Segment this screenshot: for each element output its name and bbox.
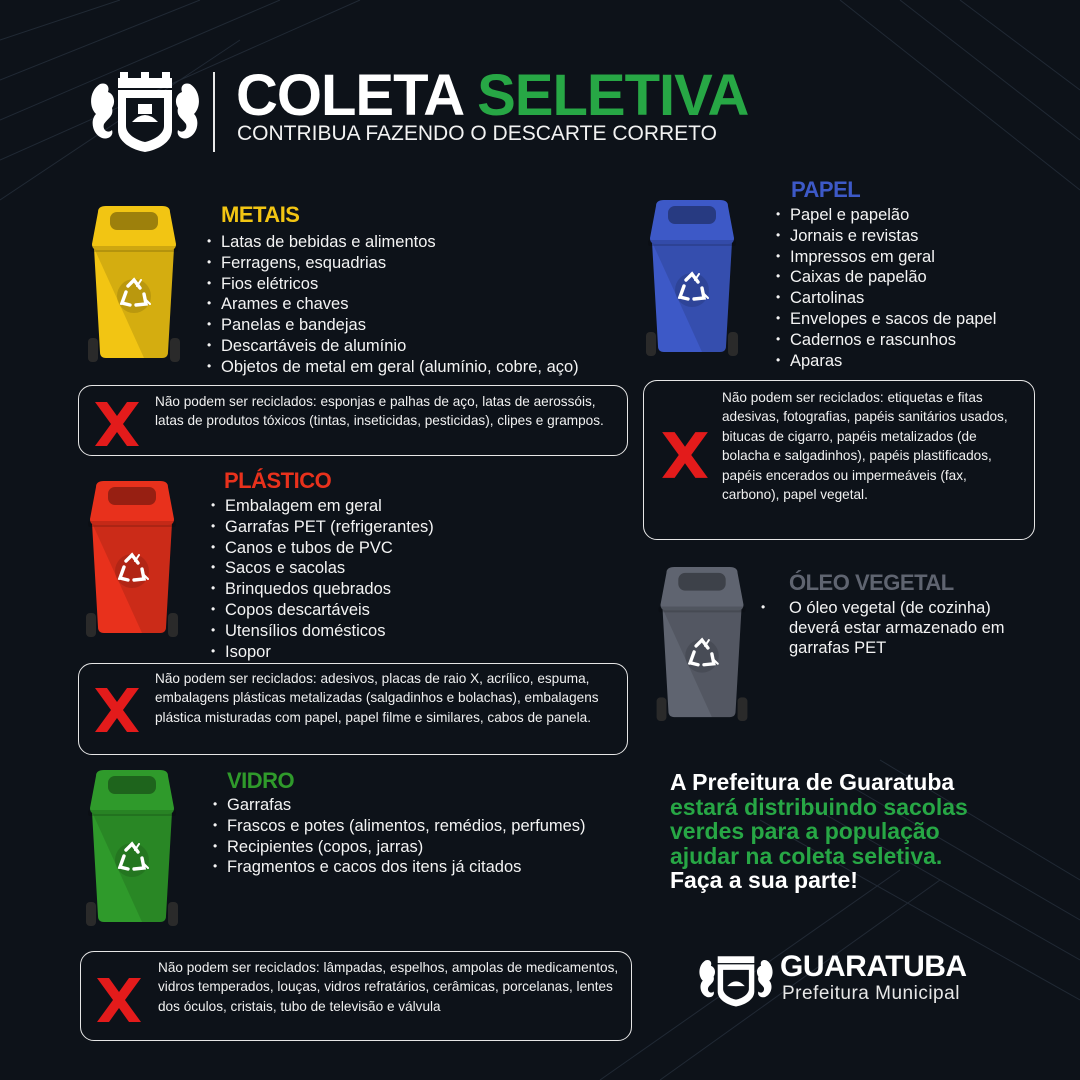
list-item: • Arames e chaves [207,294,579,315]
list-item: • Canos e tubos de PVC [211,538,434,559]
page-title [236,63,749,128]
distribution-message [670,770,1070,893]
message-line-4: ajudar na coleta seletiva. [670,842,943,869]
list-item: • Frascos e potes (alimentos, remédios, perfumes) [213,816,586,837]
oleo-list [775,598,1015,658]
vidro-list [213,795,586,878]
metais-bin-icon [84,204,184,364]
list-item: • Fragmentos e cacos dos itens já citados [213,857,586,878]
papel-bin-icon [642,198,742,358]
oleo-bin-icon [652,565,752,723]
list-item: • Envelopes e sacos de papel [776,309,996,330]
list-item: • Papel e papelão [776,205,996,226]
list-item: • Aparas [776,351,996,372]
plastico-list [211,496,434,662]
list-item: • Sacos e sacolas [211,558,434,579]
list-item: • Impressos em geral [776,247,996,268]
metais-not-recyclable-text: Não podem ser reciclados: esponjas e palhas de aço, latas de aerossóis, latas de produtos tóxicos (tintas, inseticidas, pesticidas), clipes e grampos. [155,394,604,429]
papel-list [776,205,996,371]
message-line-1: A Prefeitura de Guaratuba [670,769,955,795]
list-item: • Descartáveis de alumínio [207,336,579,357]
list-item: • Jornais e revistas [776,226,996,247]
vidro-bin-icon [82,766,182,930]
footer-subtitle: Prefeitura Municipal [782,983,960,1004]
plastico-not-recyclable-text: Não podem ser reciclados: adesivos, placas de raio X, acrílico, espuma, embalagens plásticas metalizadas (salgadinhos e bolachas), embalagens plástica misturadas com papel, papel filme e similares, cabos de panela. [155,671,599,725]
list-item: • Objetos de metal em geral (alumínio, cobre, aço) [207,357,579,378]
plastico-bin-icon [82,478,182,640]
plastico-title: PLÁSTICO [224,468,332,493]
guaratuba-crest-logo [86,72,204,154]
footer-name: GUARATUBA [780,950,967,983]
papel-title: PAPEL [791,177,861,202]
list-item: • Isopor [211,642,434,663]
page-subtitle: CONTRIBUA FAZENDO O DESCARTE CORRETO [237,122,717,145]
list-item: • Latas de bebidas e alimentos [207,232,579,253]
message-line-5: Faça a sua parte! [670,867,858,893]
metais-title: METAIS [221,202,300,227]
vidro-not-recyclable-text: Não podem ser reciclados: lâmpadas, espelhos, ampolas de medicamentos, vidros temperados, louças, vidros refratários, cerâmicas, porcelanas, lentes dos óculos, cristais, tubo de televisão e válvula [158,960,619,1014]
list-item: • Fios elétricos [207,274,579,295]
title-part-green: SELETIVA [477,63,749,128]
list-item: • Garrafas PET (refrigerantes) [211,517,434,538]
papel-not-recyclable-text: Não podem ser reciclados: etiquetas e fitas adesivas, fotografias, papéis sanitários usados, bitucas de cigarro, papéis metalizados (de bolacha e salgadinhos), papéis plastificados, papéis encerados ou impermeáveis (fax, carbono), papel vegetal. [722,390,1008,503]
list-item: • Cadernos e rascunhos [776,330,996,351]
message-line-2: estará distribuindo sacolas [670,793,968,820]
list-item: • Garrafas [213,795,586,816]
list-item: • Caixas de papelão [776,267,996,288]
list-item: • O óleo vegetal (de cozinha) deverá estar armazenado em garrafas PET [775,598,1015,658]
list-item: • Brinquedos quebrados [211,579,434,600]
metais-list [207,232,579,378]
list-item: • Cartolinas [776,288,996,309]
list-item: • Recipientes (copos, jarras) [213,837,586,858]
list-item: • Copos descartáveis [211,600,434,621]
list-item: • Panelas e bandejas [207,315,579,336]
list-item: • Embalagem em geral [211,496,434,517]
title-part-white: COLETA [236,63,462,128]
header-divider [213,72,215,152]
oleo-title: ÓLEO VEGETAL [789,570,954,595]
vidro-title: VIDRO [227,768,295,793]
message-line-3: verdes para a população [670,818,940,844]
list-item: • Utensílios domésticos [211,621,434,642]
footer-crest-logo [696,952,776,1008]
list-item: • Ferragens, esquadrias [207,253,579,274]
